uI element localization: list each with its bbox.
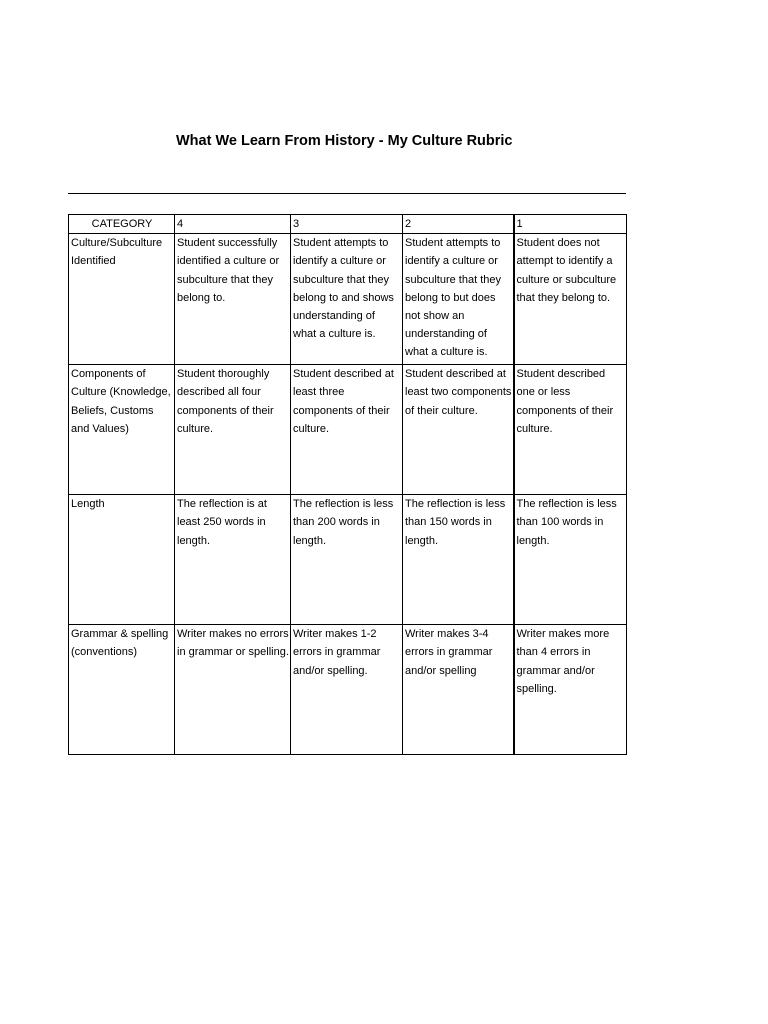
row-category: Culture/Subculture Identified xyxy=(69,234,175,365)
title-divider xyxy=(68,193,626,194)
score-3-cell: Writer makes 1-2 errors in grammar and/or spelling. xyxy=(291,625,403,755)
page-title: What We Learn From History - My Culture Rubric xyxy=(176,133,513,149)
header-score-2: 2 xyxy=(403,215,514,234)
table-row xyxy=(69,495,627,625)
row-category: Grammar & spelling (conventions) xyxy=(69,625,175,755)
row-category: Length xyxy=(69,495,175,625)
score-1-cell: The reflection is less than 100 words in length. xyxy=(514,495,627,625)
table-row xyxy=(69,365,627,495)
score-1-cell: Writer makes more than 4 errors in grammar and/or spelling. xyxy=(514,625,627,755)
row-category: Components of Culture (Knowledge, Beliefs, Customs and Values) xyxy=(69,365,175,495)
table-row xyxy=(69,625,627,755)
score-2-cell: Writer makes 3-4 errors in grammar and/or spelling xyxy=(403,625,514,755)
score-2-cell: Student attempts to identify a culture or subculture that they belong to but does not show an understanding of what a culture is. xyxy=(403,234,514,365)
score-1-cell: Student described one or less components of their culture. xyxy=(514,365,627,495)
score-3-cell: The reflection is less than 200 words in length. xyxy=(291,495,403,625)
score-1-cell: Student does not attempt to identify a culture or subculture that they belong to. xyxy=(514,234,627,365)
score-3-cell: Student described at least three components of their culture. xyxy=(291,365,403,495)
score-2-cell: The reflection is less than 150 words in length. xyxy=(403,495,514,625)
score-4-cell: Student successfully identified a culture or subculture that they belong to. xyxy=(175,234,291,365)
score-3-cell: Student attempts to identify a culture or subculture that they belong to and shows understanding of what a culture is. xyxy=(291,234,403,365)
table-row xyxy=(69,234,627,365)
score-2-cell: Student described at least two components of their culture. xyxy=(403,365,514,495)
score-4-cell: The reflection is at least 250 words in length. xyxy=(175,495,291,625)
rubric-table xyxy=(68,214,627,755)
header-category: CATEGORY xyxy=(69,215,175,234)
score-4-cell: Student thoroughly described all four components of their culture. xyxy=(175,365,291,495)
header-score-1: 1 xyxy=(514,215,627,234)
header-score-3: 3 xyxy=(291,215,403,234)
score-4-cell: Writer makes no errors in grammar or spelling. xyxy=(175,625,291,755)
header-score-4: 4 xyxy=(175,215,291,234)
table-header-row xyxy=(69,215,627,234)
